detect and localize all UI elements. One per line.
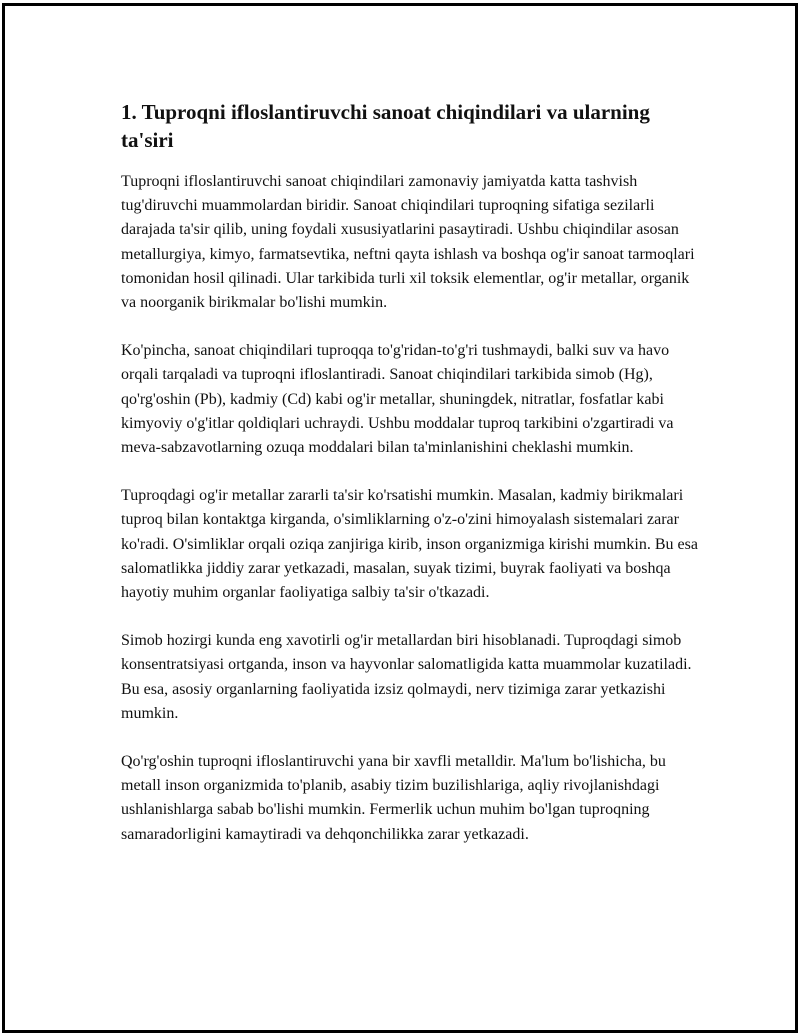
paragraph-3: Tuproqdagi og'ir metallar zararli ta'sir ko'rsatishi mumkin. Masalan, kadmiy birikmalari tuproq bilan kontaktga kirganda, o'simliklarning o'z-o'zini himoyalash sistemalari zarar ko'radi. O'simliklar orqali oziqa zanjiriga kirib, inson organizmiga kirishi mumkin. Bu esa salomatlikka jiddiy zarar yetkazadi, masalan, suyak tizimi, buyrak faoliyati va boshqa hayotiy muhim organlar faoliyatiga salbiy ta'sir o'tkazadi. bbox=[121, 487, 698, 602]
page-frame bbox=[2, 3, 798, 1033]
section-heading: 1. Tuproqni ifloslantiruvchi sanoat chiqindilari va ularning ta'siri bbox=[121, 100, 650, 152]
paragraph-1: Tuproqni ifloslantiruvchi sanoat chiqindilari zamonaviy jamiyatda katta tashvish tug'diruvchi muammolardan biridir. Sanoat chiqindilari tuproqning sifatiga sezilarli darajada ta'sir qilib, uning foydali xususiyatlarini pasaytiradi. Ushbu chiqindilar asosan metallurgiya, kimyo, farmatsevtika, neftni qayta ishlash va boshqa og'ir sanoat tarmoqlari tomonidan hosil qilinadi. Ular tarkibida turli xil toksik elementlar, og'ir metallar, organik va noorganik birikmalar bo'lishi mumkin. bbox=[121, 173, 695, 312]
paragraph-2: Ko'pincha, sanoat chiqindilari tuproqqa to'g'ridan-to'g'ri tushmaydi, balki suv va havo orqali tarqaladi va tuproqni ifloslantiradi. Sanoat chiqindilari tarkibida simob (Hg), qo'rg'oshin (Pb), kadmiy (Cd) kabi og'ir metallar, shuningdek, nitratlar, fosfatlar kabi kimyoviy o'g'itlar qoldiqlari uchraydi. Ushbu moddalar tuproq tarkibini o'zgartiradi va meva-sabzavotlarning ozuqa moddalari bilan ta'minlanishini cheklashi mumkin. bbox=[121, 342, 674, 457]
paragraph-5: Qo'rg'oshin tuproqni ifloslantiruvchi yana bir xavfli metalldir. Ma'lum bo'lishicha, bu metall inson organizmida to'planib, asabiy tizim buzilishlariga, aqliy rivojlanishdagi ushlanishlarga sabab bo'lishi mumkin. Fermerlik uchun muhim bo'lgan tuproqning samaradorligini kamaytiradi va dehqonchilikka zarar yetkazadi. bbox=[121, 753, 666, 843]
document-content bbox=[121, 98, 701, 871]
paragraph-4: Simob hozirgi kunda eng xavotirli og'ir metallardan biri hisoblanadi. Tuproqdagi simob konsentratsiyasi ortganda, inson va hayvonlar salomatligida katta muammolar kuzatiladi. Bu esa, asosiy organlarning faoliyatida izsiz qolmaydi, nerv tizimiga zarar yetkazishi mumkin. bbox=[121, 632, 692, 722]
